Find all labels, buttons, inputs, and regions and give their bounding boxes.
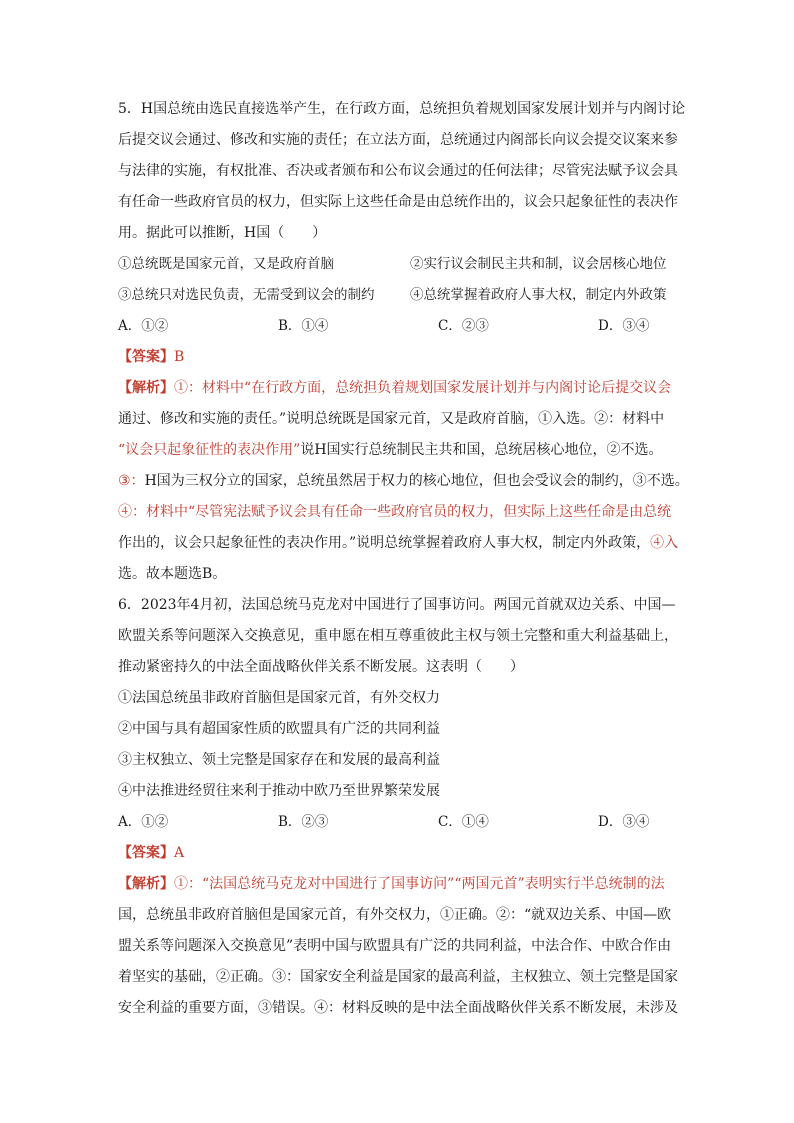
question-5-analysis-line-6: [118, 528, 678, 559]
question-5-stem-line-5: 用。据此可以推断，H国（ ）: [118, 225, 327, 241]
analysis-text: 着坚实的基础，②正确。③：国家安全利益是国家的最高利益，主权独立、领土完整是国家: [118, 969, 678, 985]
question-6-stem-line-1: 6．2023年4月初，法国总统马克龙对中国进行了国事访问。两国元首就双边关系、中国—: [118, 597, 676, 613]
question-5-option-3: ③总统只对选民负责，无需受到议会的制约: [118, 287, 375, 303]
question-6-analysis-line-1: [118, 869, 678, 900]
analysis-text: 安全利益的重要方面，③错误。④：材料反映的是中法全面战略伙伴关系不断发展，未涉及: [118, 1000, 678, 1016]
analysis-text: “议会只起象征性的表决作用”: [118, 442, 301, 458]
question-6-choices: [118, 807, 678, 838]
analysis-text: 说H国实行总统制民主共和国，总统居核心地位，②不选。: [300, 442, 663, 458]
question-5-analysis-line-3: [118, 435, 678, 466]
analysis-text: H国为三权分立的国家，总统虽然居于权力的核心地位，但也会受议会的制约，③不选。: [144, 473, 689, 489]
question-6-choice-b: B．②③: [278, 814, 329, 830]
analysis-text: 选。故本题选B。: [118, 566, 227, 582]
question-6-analysis-line-4: [118, 962, 678, 993]
question-5-option-2: ②实行议会制民主共和制，议会居核心地位: [410, 256, 667, 272]
question-6-choice-c: C．①④: [438, 814, 489, 830]
question-5-choice-b: B．①④: [278, 318, 329, 334]
analysis-text: ④入: [650, 535, 679, 551]
question-6-answer: [118, 838, 678, 869]
question-6-analysis-line-2: [118, 900, 678, 931]
question-5-analysis-line-7: [118, 559, 678, 590]
question-6-choice-a: A．①②: [118, 814, 169, 830]
question-5-option-1: ①总统既是国家元首，又是政府首脑: [118, 256, 334, 272]
answer-value: A: [174, 845, 185, 861]
question-5-choices: [118, 311, 678, 342]
question-6-analysis-line-5: [118, 993, 678, 1024]
answer-tag: 【答案】: [118, 349, 174, 365]
question-5: [118, 94, 689, 590]
question-5-stem-line-3: 与法律的实施，有权批准、否决或者颁布和公布议会通过的任何法律；尽管宪法赋予议会具: [118, 163, 678, 179]
question-5-analysis-line-1: [118, 373, 678, 404]
question-6: [118, 590, 678, 1024]
analysis-text: ④：材料中“尽管宪法赋予议会具有任命一些政府官员的权力，但实际上这些任命是由总统: [118, 504, 672, 520]
question-5-stem-line-2: 后提交议会通过、修改和实施的责任；在立法方面，总统通过内阁部长向议会提交议案来参: [118, 132, 678, 148]
question-6-option-3: ③主权独立、领土完整是国家存在和发展的最高利益: [118, 752, 440, 768]
question-6-choice-d: D．③④: [598, 814, 650, 830]
analysis-text: 作出的，议会只起象征性的表决作用。”说明总统掌握着政府人事大权，制定内外政策，: [118, 535, 651, 551]
analysis-text: 通过、修改和实施的责任。”说明总统既是国家元首，又是政府首脑，①入选。②：材料中: [118, 411, 665, 427]
analysis-text: 盟关系等问题深入交换意见”表明中国与欧盟具有广泛的共同利益，中法合作、中欧合作由: [118, 938, 672, 954]
question-5-analysis-line-4: [118, 466, 689, 497]
page-content: [118, 94, 689, 1024]
question-5-options-row-2: [118, 280, 678, 311]
analysis-tag: 【解析】: [118, 380, 174, 396]
analysis-tag: 【解析】: [118, 876, 174, 892]
question-5-stem-line-4: 有任命一些政府官员的权力，但实际上这些任命是由总统作出的，议会只起象征性的表决作: [118, 194, 678, 210]
question-6-stem-line-3: 推动紧密持久的中法全面战略伙伴关系不断发展。这表明（ ）: [118, 659, 524, 675]
question-5-stem-line-1: 5．H国总统由选民直接选举产生，在行政方面，总统担负着规划国家发展计划并与内阁讨论: [118, 101, 686, 117]
question-5-analysis-line-2: [118, 404, 678, 435]
analysis-text: 国，总统虽非政府首脑但是国家元首，有外交权力，①正确。②：“就双边关系、中国—欧: [118, 907, 672, 923]
question-5-choice-d: D．③④: [598, 318, 650, 334]
question-5-option-4: ④总统掌握着政府人事大权，制定内外政策: [410, 287, 667, 303]
question-6-stem-line-2: 欧盟关系等问题深入交换意见，重申愿在相互尊重彼此主权与领土完整和重大利益基础上，: [118, 628, 678, 644]
analysis-text: ①：“法国总统马克龙对中国进行了国事访问”“两国元首”表明实行半总统制的法: [174, 876, 665, 892]
question-5-choice-c: C．②③: [438, 318, 489, 334]
question-5-options-row-1: [118, 249, 678, 280]
analysis-text: ①：材料中“在行政方面，总统担负着规划国家发展计划并与内阁讨论后提交议会: [174, 380, 672, 396]
question-6-option-4: ④中法推进经贸往来利于推动中欧乃至世界繁荣发展: [118, 783, 440, 799]
question-6-analysis-line-3: [118, 931, 678, 962]
question-5-analysis-line-5: [118, 497, 678, 528]
analysis-text: ③：: [118, 473, 145, 489]
question-6-option-1: ①法国总统虽非政府首脑但是国家元首，有外交权力: [118, 690, 440, 706]
question-6-option-2: ②中国与具有超国家性质的欧盟具有广泛的共同利益: [118, 721, 440, 737]
question-5-answer: [118, 342, 678, 373]
answer-value: B: [174, 349, 185, 365]
question-5-choice-a: A．①②: [118, 318, 169, 334]
answer-tag: 【答案】: [118, 845, 174, 861]
